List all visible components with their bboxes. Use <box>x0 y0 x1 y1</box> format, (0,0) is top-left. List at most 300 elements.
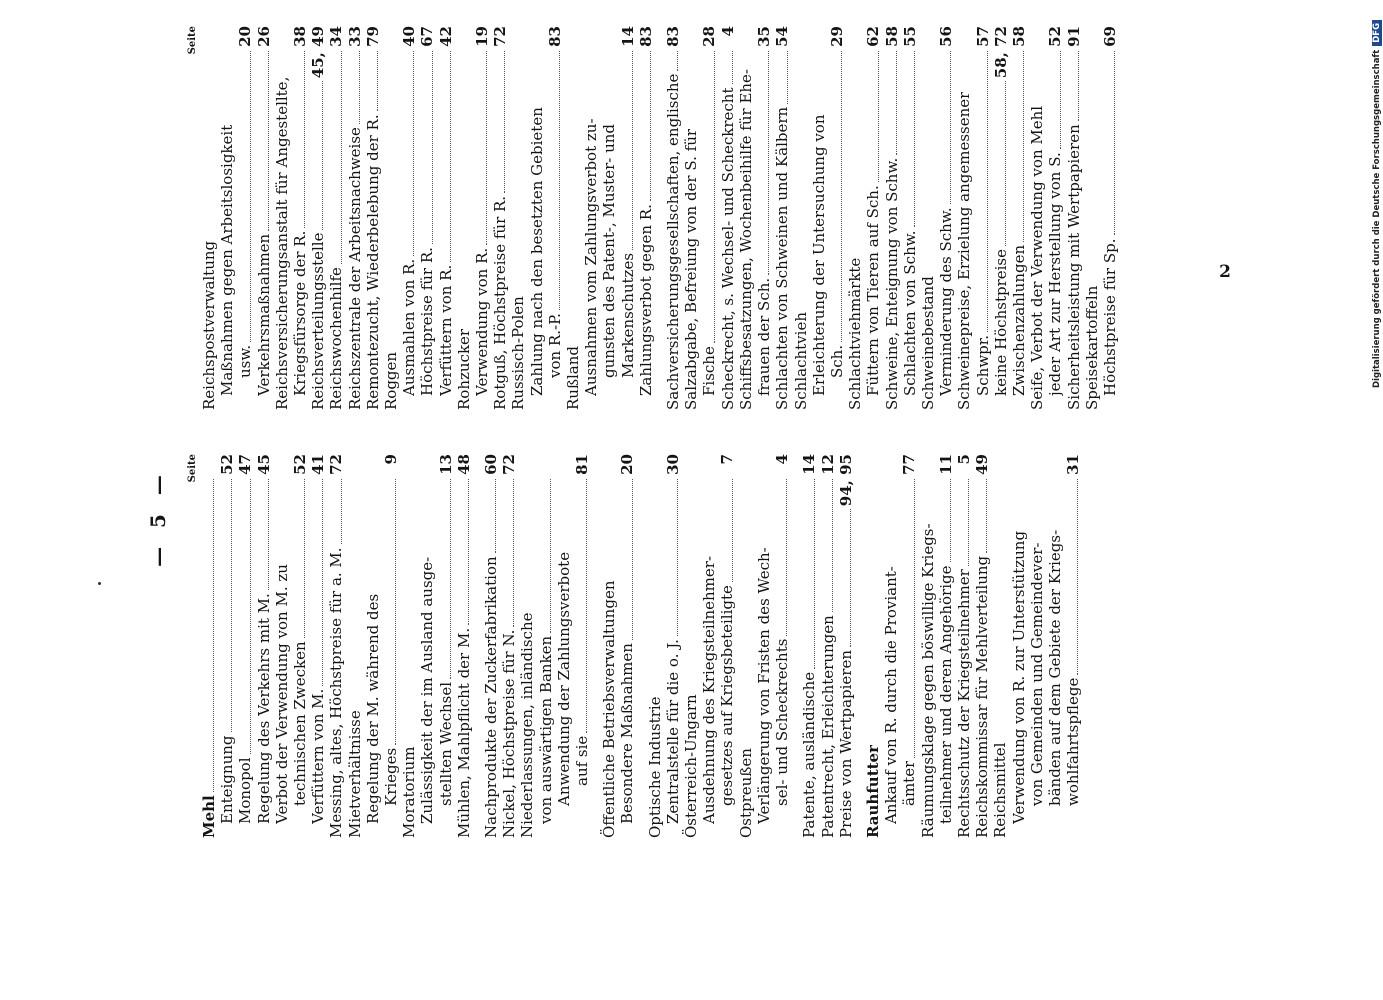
page-number: 4 <box>718 26 737 37</box>
dot-leader <box>1005 81 1006 246</box>
entry-text: gesetzes auf Kriegsbeteiligte <box>718 585 737 806</box>
entry-text: Enteignung <box>218 735 237 824</box>
index-entry <box>437 26 455 410</box>
dot-leader <box>413 51 414 256</box>
page-number: 72 <box>500 454 519 475</box>
entry-text: Ausmahlen von R. <box>400 258 419 396</box>
dot-leader <box>632 51 633 250</box>
entry-text: Österreich-Ungarn <box>682 694 701 838</box>
entry-text: Schlachtviehmärkte <box>846 257 865 410</box>
page-number: 14 <box>618 26 637 47</box>
entry-text: Schiffsbesatzungen, Wochenbeihilfe für Ehe- <box>736 68 755 410</box>
page-number: 83 <box>636 26 655 47</box>
page-number: 9 <box>382 454 401 465</box>
page-number: 20 <box>618 454 637 475</box>
index-entry <box>400 454 418 838</box>
dot-leader <box>968 479 969 566</box>
page-number: 30 <box>663 454 682 475</box>
dot-leader <box>677 479 678 636</box>
index-entry <box>291 454 309 838</box>
dot-leader <box>550 479 551 633</box>
page-number: 58 <box>1009 26 1028 47</box>
index-entry <box>455 454 473 838</box>
index-entry <box>327 454 345 838</box>
page-number: 58, 72 <box>991 26 1010 79</box>
entry-text: Kriegsfürsorge der R. <box>291 230 310 396</box>
page-number: 33 <box>345 26 364 47</box>
index-entry <box>309 26 327 410</box>
index-entry <box>518 454 536 838</box>
index-entry <box>755 26 773 410</box>
page-number: 81 <box>573 454 592 475</box>
index-entry <box>218 454 236 838</box>
entry-text: Nickel, Höchstpreise für N. <box>500 629 519 838</box>
index-entry <box>418 454 436 838</box>
dot-leader <box>1077 479 1078 675</box>
index-entry <box>600 454 618 838</box>
index-entry <box>864 454 882 838</box>
index-entry <box>810 26 828 410</box>
dot-leader <box>768 51 769 275</box>
entry-text: Zahlungsverbot gegen R. <box>636 204 655 396</box>
page-number: 52 <box>291 454 310 475</box>
entry-text: Verminderung des Schw. <box>937 207 956 396</box>
entry-text: Salzabgabe, Befreiung von der S. für <box>682 128 701 410</box>
entry-text: wohlfahrtspflege <box>1064 677 1083 806</box>
index-entry <box>737 26 755 410</box>
entry-text: Höchstpreise für Sp. <box>1100 238 1119 396</box>
index-entry <box>573 454 591 838</box>
dot-leader <box>1114 51 1115 236</box>
dot-leader <box>841 51 842 342</box>
entry-text: gunsten des Patent-, Muster- und <box>600 123 619 378</box>
index-entry <box>291 26 309 410</box>
index-entry <box>200 454 218 838</box>
dot-leader <box>914 479 915 758</box>
index-entry <box>382 454 400 838</box>
entry-text: von R.-P. <box>545 313 564 378</box>
index-entry <box>882 454 900 838</box>
dfg-logo: DFG <box>1372 20 1382 46</box>
index-entry <box>1101 26 1119 410</box>
entry-text: Reichsverteilungsstelle <box>309 232 328 410</box>
dot-leader <box>432 51 433 244</box>
index-entry <box>255 26 273 410</box>
index-entry <box>773 26 791 410</box>
entry-text: frauen der Sch. <box>755 277 774 396</box>
dot-leader <box>213 479 214 792</box>
entry-text: Reichskommissar für Mehlverteilung <box>973 555 992 838</box>
page-number: 45, 49 <box>309 26 328 79</box>
dot-leader <box>814 479 815 669</box>
entry-text: Fische <box>700 346 719 396</box>
page-number: 12 <box>818 454 837 475</box>
entry-text: Krieges <box>382 747 401 806</box>
index-entry <box>646 454 664 838</box>
index-entry <box>619 26 637 410</box>
entry-text: Patentrecht, Erleichterungen <box>818 615 837 838</box>
entry-text: Ausdehnung des Kriegsteilnehmer- <box>700 555 719 824</box>
page-number: 55 <box>900 26 919 47</box>
dot-leader <box>786 479 787 636</box>
entry-text: Ostpreußen <box>736 748 755 838</box>
entry-text: ämter <box>900 760 919 806</box>
entry-text: Besondere Maßnahmen <box>618 643 637 824</box>
index-entry <box>236 454 254 838</box>
dot-leader <box>250 479 251 754</box>
index-entry <box>846 26 864 410</box>
entry-text: Schlachten von Schw. <box>900 230 919 396</box>
index-entry <box>400 26 418 410</box>
entry-text: Öffentliche Betriebsverwaltungen <box>600 580 619 838</box>
page-number: 14 <box>800 454 819 475</box>
dot-leader <box>896 51 897 155</box>
entry-text: jeder Art zur Herstellung von S. <box>1046 152 1065 396</box>
entry-text: Markenschutzes <box>618 252 637 378</box>
index-entry <box>719 26 737 410</box>
index-entry <box>737 454 755 838</box>
page-number: 45 <box>254 454 273 475</box>
index-entry <box>618 454 636 838</box>
dot-leader <box>268 479 269 590</box>
index-entry <box>900 454 918 838</box>
index-entry <box>1064 454 1082 838</box>
index-entry <box>546 26 564 410</box>
entry-text: Mietverhältnisse <box>345 710 364 838</box>
index-entry <box>700 26 718 410</box>
index-entry <box>273 26 291 410</box>
entry-text: Ausnahmen vom Zahlungsverbot zu- <box>582 118 601 396</box>
dot-leader <box>268 51 269 231</box>
entry-text: Speisekartoffeln <box>1082 285 1101 410</box>
dot-leader <box>486 51 487 245</box>
index-entry <box>509 26 527 410</box>
dot-leader <box>377 51 378 111</box>
index-entry <box>1046 26 1064 410</box>
index-entry <box>1046 454 1064 838</box>
entry-text: Mühlen, Mahlpflicht der M. <box>454 627 473 838</box>
index-entry <box>901 26 919 410</box>
index-entry <box>837 454 855 838</box>
dot-leader <box>495 479 496 553</box>
entry-text: Nachprodukte der Zuckerfabrikation <box>482 556 501 838</box>
dot-leader <box>714 51 715 343</box>
page-number: 72 <box>491 26 510 47</box>
index-entry <box>528 26 546 410</box>
entry-text: Anwendung der Zahlungsverbote <box>554 551 573 806</box>
entry-text: sel- und Scheckrechts <box>773 638 792 806</box>
dot-leader <box>559 51 560 310</box>
page-number: 7 <box>718 454 737 465</box>
page-number: 60 <box>482 454 501 475</box>
dot-leader <box>450 51 451 262</box>
index-entry <box>255 454 273 838</box>
page-number: 69 <box>1100 26 1119 47</box>
index-entry <box>1010 26 1028 410</box>
seite-label-left: Seite <box>187 454 198 483</box>
index-entry <box>773 454 791 838</box>
entry-text: Rohzucker <box>454 328 473 410</box>
dot-leader <box>950 51 951 204</box>
dot-leader <box>504 51 505 193</box>
entry-text: Sicherheitsleistung mit Wertpapieren <box>1064 124 1083 410</box>
page-number: 31 <box>1064 454 1083 475</box>
index-entry <box>473 26 491 410</box>
running-head: — 5 — <box>146 469 170 567</box>
index-entry <box>309 454 327 838</box>
index-entry <box>828 26 846 410</box>
entry-text: Roggen <box>382 351 401 410</box>
dot-leader <box>450 479 451 679</box>
index-entry <box>537 454 555 838</box>
entry-text: Rotguß, Höchstpreise für R. <box>491 195 510 410</box>
entry-text: Erleichterung der Untersuchung von <box>809 114 828 396</box>
page-number: 5 <box>954 454 973 465</box>
entry-text: Patente, ausländische <box>800 671 819 838</box>
index-entry <box>346 454 364 838</box>
dot-leader <box>468 479 469 625</box>
entry-text: Schweinebestand <box>918 276 937 410</box>
entry-text: Preise von Wertpapieren <box>836 649 855 838</box>
page-number: 52 <box>1046 26 1065 47</box>
page-number: 94, 95 <box>836 454 855 507</box>
index-entry <box>1083 26 1101 410</box>
page-number: 49 <box>973 454 992 475</box>
index-entry <box>819 454 837 838</box>
page-number: 13 <box>436 454 455 475</box>
index-entry <box>955 454 973 838</box>
index-entry <box>200 26 218 410</box>
index-entry <box>937 454 955 838</box>
index-entry <box>455 26 473 410</box>
index-entry <box>718 454 736 838</box>
page-number: 11 <box>936 454 955 475</box>
entry-text: Seife, Verbot der Verwendung von Mehl <box>1028 105 1047 410</box>
entry-text: Remontezucht, Wiederbelebung der R. <box>363 114 382 410</box>
index-entry <box>564 26 582 410</box>
index-entry <box>500 454 518 838</box>
seite-label-right: Seite <box>187 26 198 55</box>
entry-text: Rußland <box>564 346 583 410</box>
entry-text: Schwpr. <box>973 334 992 396</box>
page-number: 62 <box>864 26 883 47</box>
index-entry <box>883 26 901 410</box>
entry-text: Räumungsklage gegen böswillige Kriegs- <box>918 523 937 838</box>
entry-text: auf sie <box>573 735 592 786</box>
index-entry <box>491 26 509 410</box>
index-entry <box>955 26 973 410</box>
index-entry <box>973 454 991 838</box>
page-number: 20 <box>236 26 255 47</box>
entry-text: Verfüttern von R. <box>436 264 455 396</box>
entry-text: Reichszentrale der Arbeitsnachweise <box>345 127 364 410</box>
page-number: 28 <box>700 26 719 47</box>
entry-text: Sachversicherungsgesellschaften, englische <box>664 73 683 410</box>
index-entry <box>1028 454 1046 838</box>
entry-text: Verfüttern von M. <box>309 688 328 824</box>
page-number: 48 <box>454 454 473 475</box>
dot-leader <box>513 479 514 627</box>
page-number: 91 <box>1064 26 1083 47</box>
entry-text: Reichspostverwaltung <box>200 240 218 410</box>
entry-text: Verkehrsmaßnahmen <box>254 233 273 396</box>
entry-text: Regelung des Verkehrs mit M. <box>254 593 273 824</box>
credit-text: Digitalisierung gefördert durch die Deutsche Forschungsgemeinschaft <box>1372 49 1382 388</box>
index-entry <box>346 26 364 410</box>
dot-leader <box>732 479 733 582</box>
index-entry <box>582 26 600 410</box>
index-entry <box>382 26 400 410</box>
page-number: 26 <box>254 26 273 47</box>
dot-leader <box>586 479 587 733</box>
dot-leader <box>677 51 678 71</box>
index-entry <box>482 454 500 838</box>
entry-text: teilnehmer und deren Angehörige <box>936 565 955 824</box>
entry-text: Sch. <box>827 344 846 378</box>
index-entry <box>327 26 345 410</box>
dot-leader <box>832 479 833 612</box>
index-column-right <box>186 26 1119 410</box>
entry-text: keine Höchstpreise <box>991 249 1010 396</box>
dot-leader <box>250 51 251 342</box>
index-entry <box>637 26 655 410</box>
page-number: 47 <box>236 454 255 475</box>
entry-text: Moratorium <box>400 746 419 838</box>
dot-leader <box>322 81 323 229</box>
index-entry <box>273 454 291 838</box>
index-entry <box>600 26 618 410</box>
page-number: 42 <box>436 26 455 47</box>
entry-text: Verwendung von R. zur Unterstützung <box>1009 530 1028 824</box>
page-number: 72 <box>327 454 346 475</box>
entry-text: Monopol <box>236 757 255 824</box>
index-entry <box>864 26 882 410</box>
index-entry <box>919 454 937 838</box>
page-number: 83 <box>664 26 683 47</box>
index-entry <box>919 26 937 410</box>
dot-leader <box>787 51 788 104</box>
index-entry <box>800 454 818 838</box>
index-entry <box>682 454 700 838</box>
dot-leader <box>341 51 342 264</box>
dot-leader <box>341 479 342 544</box>
page-number: 41 <box>309 454 328 475</box>
page-number: 56 <box>937 26 956 47</box>
page-number: 58 <box>882 26 901 47</box>
dot-leader <box>231 479 232 733</box>
dot-leader <box>359 51 360 124</box>
index-entry <box>1028 26 1046 410</box>
page-number: 79 <box>363 26 382 47</box>
entry-text: Verlängerung von Fristen des Wech- <box>754 547 773 824</box>
dot-leader <box>650 51 651 201</box>
dot-leader <box>304 51 305 228</box>
index-entry <box>700 454 718 838</box>
page-number: 67 <box>418 26 437 47</box>
entry-text: von Gemeinden und Gemeindever- <box>1027 542 1046 806</box>
entry-text: Zahlung nach den besetzten Gebieten <box>527 107 546 396</box>
entry-text: Schlachtvieh <box>791 312 810 410</box>
entry-text: Niederlassungen, inländische <box>518 612 537 838</box>
entry-text: Optische Industrie <box>645 696 664 838</box>
dot-leader <box>987 51 988 332</box>
dot-leader <box>632 479 633 640</box>
entry-text: Regelung der M. während des <box>363 593 382 824</box>
index-entry <box>555 454 573 838</box>
index-entry <box>1065 26 1083 410</box>
digitization-credit <box>1372 22 1383 390</box>
entry-text: Reichswochenhilfe <box>327 267 346 410</box>
index-entry <box>992 26 1010 410</box>
entry-text: von auswärtigen Banken <box>536 635 555 824</box>
index-entry <box>792 26 810 410</box>
entry-text: Schweine, Enteignung von Schw. <box>882 157 901 410</box>
entry-text: technischen Zwecken <box>291 641 310 806</box>
ink-speck <box>98 582 101 585</box>
entry-text: Schweinepreise, Erzielung angemessener <box>955 91 974 410</box>
page-number: 54 <box>773 26 792 47</box>
entry-text: usw. <box>236 344 255 378</box>
entry-text: Messing, altes, Höchstpreise für a. M. <box>327 547 346 838</box>
entry-text: bänden auf dem Gebiete der Kriegs- <box>1045 529 1064 806</box>
entry-text: Verwendung von R. <box>473 247 492 396</box>
dot-leader <box>304 479 305 638</box>
entry-text: Mehl <box>200 795 218 838</box>
index-entry <box>218 26 236 410</box>
entry-text: Höchstpreise für R. <box>418 247 437 396</box>
page-number: 29 <box>827 26 846 47</box>
dot-leader <box>1078 51 1079 121</box>
index-entry <box>418 26 436 410</box>
entry-list-right <box>200 26 1119 410</box>
page-number: 4 <box>773 454 792 465</box>
index-entry <box>364 26 382 410</box>
index-entry <box>991 454 1009 838</box>
index-entry <box>664 26 682 410</box>
entry-text: Scheckrecht, s. Wechsel- und Scheckrecht <box>718 87 737 410</box>
index-entry <box>755 454 773 838</box>
index-entry <box>937 26 955 410</box>
page-number: 19 <box>473 26 492 47</box>
dot-leader <box>322 479 323 686</box>
dot-leader <box>914 51 915 227</box>
entry-text: Russisch-Polen <box>509 296 528 410</box>
page-number: 77 <box>900 454 919 475</box>
index-entry <box>364 454 382 838</box>
signature-mark: 2 <box>1219 262 1231 282</box>
page-number: 38 <box>291 26 310 47</box>
index-entry <box>437 454 455 838</box>
index-entry <box>974 26 992 410</box>
entry-text: Schlachten von Schweinen und Kälbern <box>773 106 792 410</box>
dot-leader <box>986 479 987 553</box>
dot-leader <box>950 479 951 563</box>
index-column-left <box>186 454 1082 838</box>
dot-leader <box>1023 51 1024 242</box>
entry-text: Zwischenzahlungen <box>1009 244 1028 396</box>
page-number: 40 <box>400 26 419 47</box>
entry-text: Rechtsschutz der Kriegsteilnehmer <box>954 569 973 838</box>
page-number: 52 <box>218 454 237 475</box>
index-entry <box>664 454 682 838</box>
page-number: 83 <box>545 26 564 47</box>
entry-list-left <box>200 454 1082 838</box>
dot-leader <box>395 479 396 745</box>
page-number: 35 <box>755 26 774 47</box>
page-number: 57 <box>973 26 992 47</box>
index-entry <box>236 26 254 410</box>
entry-text: Zentralstelle für die o. J. <box>663 639 682 824</box>
